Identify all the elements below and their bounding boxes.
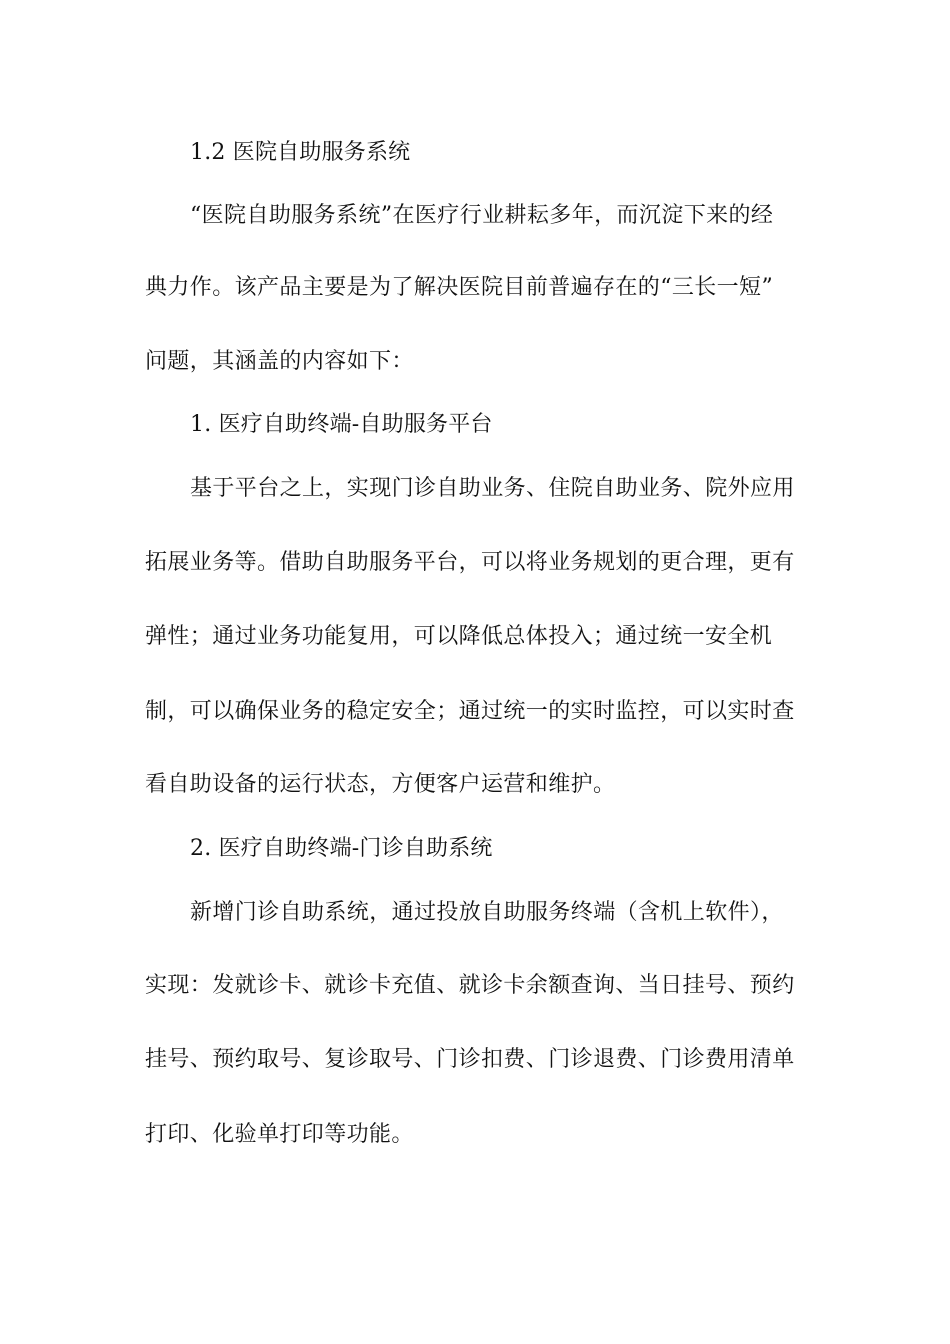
item-1-line-3: 弹性；通过业务功能复用，可以降低总体投入；通过统一安全机 [145,624,773,649]
intro-paragraph-line-2: 典力作。该产品主要是为了解决医院目前普遍存在的“三长一短” [145,275,774,300]
item-2-line-1: 新增门诊自助系统，通过投放自助服务终端（含机上软件）， [190,900,784,925]
item-1-line-1: 基于平台之上，实现门诊自助业务、住院自助业务、院外应用 [190,476,795,501]
section-heading: 1.2 医院自助服务系统 [190,140,411,165]
item-1-heading: 1. 医疗自助终端-自助服务平台 [190,412,493,437]
intro-paragraph-line-3: 问题，其涵盖的内容如下： [145,349,414,374]
item-2-line-4: 打印、化验单打印等功能。 [145,1122,414,1147]
item-1-line-5: 看自助设备的运行状态，方便客户运营和维护。 [145,772,616,797]
item-1-line-4: 制，可以确保业务的稳定安全；通过统一的实时监控，可以实时查 [145,699,795,724]
item-2-line-3: 挂号、预约取号、复诊取号、门诊扣费、门诊退费、门诊费用清单 [145,1047,795,1072]
item-2-heading: 2. 医疗自助终端-门诊自助系统 [190,836,493,861]
intro-paragraph-line-1: “医院自助服务系统”在医疗行业耕耘多年，而沉淀下来的经 [190,203,774,228]
item-1-line-2: 拓展业务等。借助自助服务平台，可以将业务规划的更合理，更有 [145,550,795,575]
item-2-line-2: 实现：发就诊卡、就诊卡充值、就诊卡余额查询、当日挂号、预约 [145,973,795,998]
